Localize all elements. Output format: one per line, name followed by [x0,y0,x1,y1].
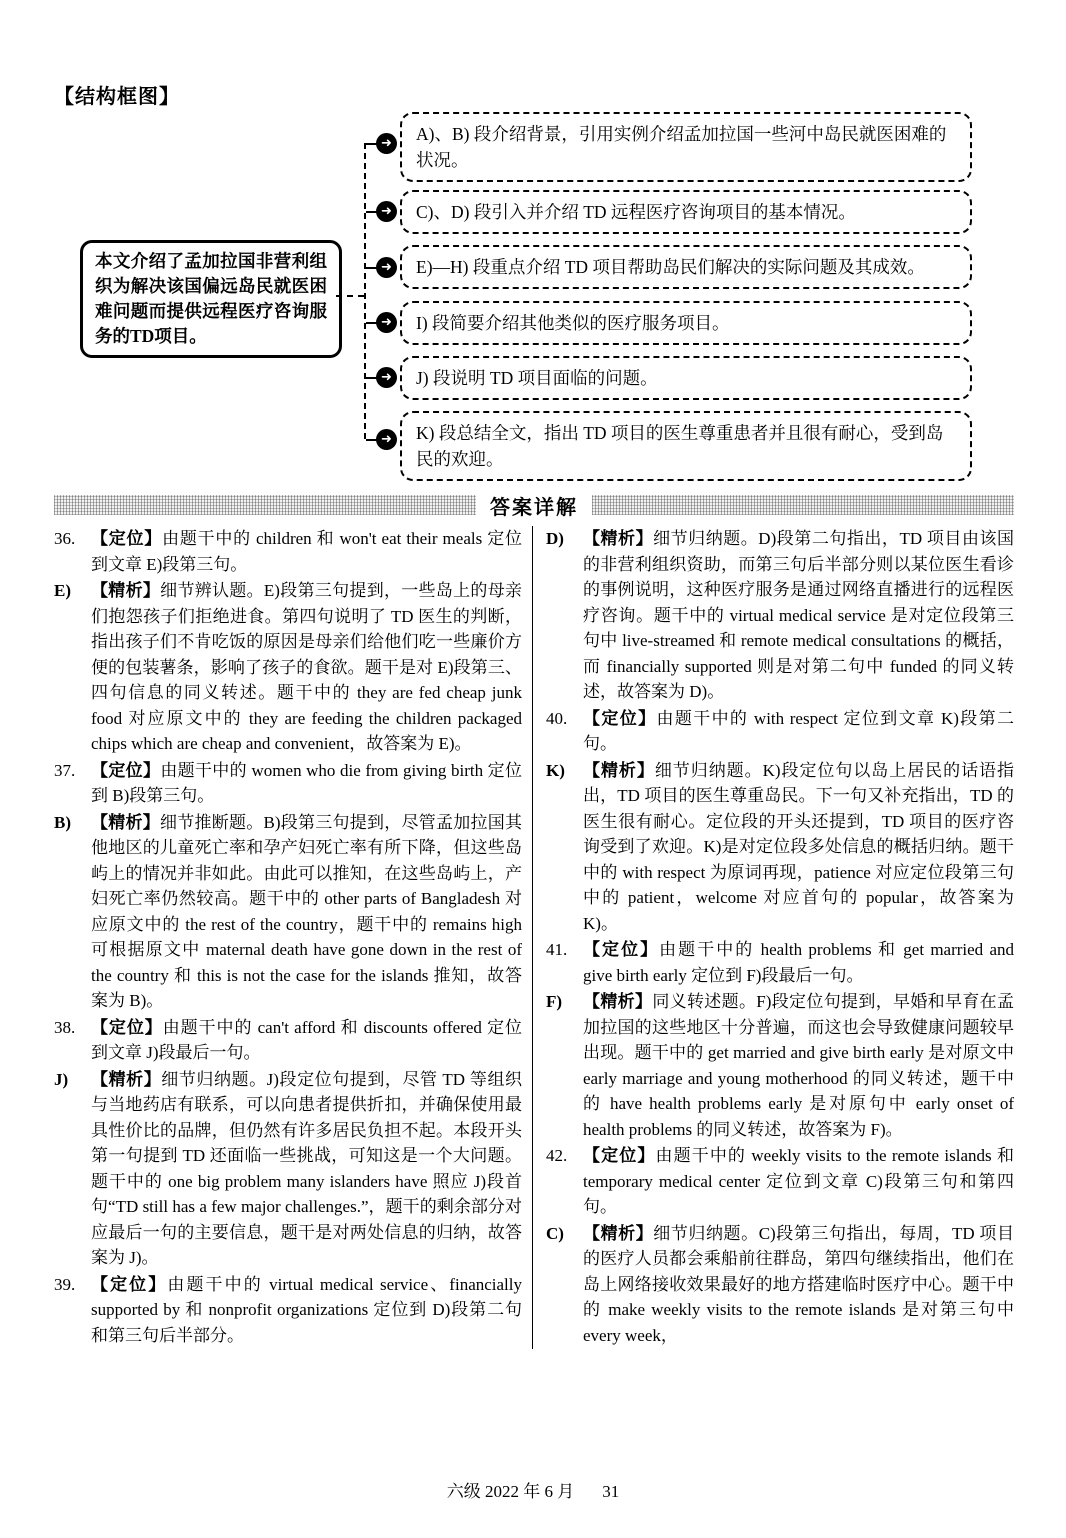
diagram-box-paragraph-k: K) 段总结全文，指出 TD 项目的医生尊重患者并且很有耐心，受到岛民的欢迎。 [400,411,972,481]
item-label: J) [54,1069,69,1089]
answers-header [54,492,1014,518]
answer-item-41-locate [546,937,1014,988]
item-text [91,1067,522,1271]
item-tag: 【精析】 [583,1223,654,1243]
item-text [91,1015,522,1066]
answer-item-37-locate [54,758,522,809]
connector-line [336,295,364,297]
answers-header-title: 答案详解 [490,496,578,519]
item-tag: 【精析】 [91,581,161,600]
item-body: 细节归纳题。D)段第二句指出，TD 项目由该国的非营利组织资助，而第三句后半部分则以某位医生看诊的事例说明，这种医疗服务是通过网络直播进行的远程医疗咨询。题干中的 virtual medical service 是对定位段第三句中 live-streamed 和 remote medical consultations 的概括，而 financially supported 则是对第二句中 funded 的同义转述，故答案为 D)。 [583,529,1015,701]
answer-item-42-locate [546,1143,1014,1220]
answer-columns [54,526,1014,1349]
item-body: 由题干中的 children 和 won't eat their meals 定位到文章 E)段第三句。 [91,529,523,574]
item-label: F) [546,992,563,1011]
structure-diagram-title: 【结构框图】 [54,86,180,108]
answers-section [54,492,1014,1349]
item-text [91,526,522,577]
footer-text: 六级 2022 年 6 月 [446,1482,575,1501]
answer-item-38-locate [54,1015,522,1066]
item-label: 40. [546,708,568,728]
answer-item-e-analysis [54,578,522,757]
answer-item-c-analysis [546,1221,1014,1349]
item-label: C) [546,1223,564,1243]
arrow-icon: ➜ [376,257,397,278]
item-text [91,758,522,809]
answer-item-b-analysis [54,810,522,1014]
item-text [583,937,1014,988]
header-pattern-left [54,495,476,515]
arrow-icon: ➜ [376,312,397,333]
item-body: 细节推断题。B)段第三句提到，尽管孟加拉国其他地区的儿童死亡率和孕产妇死亡率有所下降，但这些岛屿上的情况并非如此。由此可以推知，在这些岛屿上，产妇死亡率仍然较高。题干中的 other parts of Bangladesh 对应原文中的 the rest of the country，题干中的 remains high 可根据原文中 maternal death have gone down in the rest of the country 和 this is not the case for the islands 推知，故答案为 B)。 [91,812,522,1010]
structure-diagram [0,0,1066,492]
arrow-icon: ➜ [376,429,397,450]
item-body: 由题干中的 with respect 定位到文章 K)段第二句。 [583,708,1015,753]
answer-item-f-analysis [546,989,1014,1142]
item-body: 由题干中的 women who die from giving birth 定位到 B)段第三句。 [91,760,522,805]
item-body: 同义转述题。F)段定位句提到，早婚和早育在孟加拉国的这些地区十分普遍，而这也会导致健康问题较早出现。题干中的 get married and give birth early 是对原文中 early marriage and young motherhood 的同义转述，题干中的 have health problems early 是对原句中 early onset of health problems 的同义转述，故答案为 F)。 [583,992,1014,1139]
diagram-box-paragraphs-eh: E)—H) 段重点介绍 TD 项目帮助岛民们解决的实际问题及其成效。 [400,245,972,289]
diagram-box-paragraphs-cd: C)、D) 段引入并介绍 TD 远程医疗咨询项目的基本情况。 [400,190,972,234]
item-label: K) [546,760,565,780]
answer-column-right [532,526,1014,1349]
item-body: 由题干中的 virtual medical service、financially supported by 和 nonprofit organizations 定位到 D)段第二句和第三句后半部分。 [91,1274,522,1345]
item-label: 38. [54,1017,76,1037]
diagram-box-paragraph-i: I) 段简要介绍其他类似的医疗服务项目。 [400,301,972,345]
item-label: 36. [54,529,76,548]
arrow-icon: ➜ [376,133,397,154]
item-label: 42. [546,1146,568,1165]
item-label: 37. [54,760,76,780]
summary-box: 本文介绍了孟加拉国非营利组织为解决该国偏远岛民就医困难问题而提供远程医疗咨询服务的TD项目。 [80,240,342,358]
page-footer [0,1477,1066,1502]
item-text [583,1143,1014,1220]
item-label: E) [54,581,71,600]
item-tag: 【定位】 [91,760,161,780]
page-number: 31 [602,1482,620,1501]
item-text [583,989,1014,1142]
item-tag: 【精析】 [91,1069,162,1089]
item-tag: 【定位】 [583,1146,656,1165]
item-tag: 【定位】 [583,708,657,728]
item-label: B) [54,812,71,832]
item-body: 细节归纳题。C)段第三句指出，每周，TD 项目的医疗人员都会乘船前往群岛，第四句继续指出，他们在岛上网络接收效果最好的地方搭建临时医疗中心。题干中的 make weekly visits to the remote islands 是对第三句中 every week， [583,1223,1014,1345]
item-tag: 【精析】 [583,992,653,1011]
item-text [91,810,522,1014]
item-tag: 【精析】 [91,812,160,832]
item-text [583,1221,1014,1349]
item-body: 由题干中的 weekly visits to the remote islands 和 temporary medical center 定位到文章 C)段第三句和第四句。 [583,1146,1015,1216]
item-body: 细节归纳题。K)段定位句以岛上居民的话语指出，TD 项目的医生尊重岛民。下一句又补充指出，TD 的医生很有耐心。定位段的开头还提到，TD 项目的医疗咨询受到了欢迎。K)是对定位段多处信息的概括归纳。题干中的 with respect 为原词再现，patience 对应定位段第三句中的 patient，welcome 对应首句的 popular，故答案为 K)。 [583,760,1015,933]
item-tag: 【精析】 [583,760,655,780]
item-body: 细节辨认题。E)段第三句提到，一些岛上的母亲们抱怨孩子们拒绝进食。第四句说明了 TD 医生的判断，指出孩子们不肯吃饭的原因是母亲们给他们吃一些廉价方便的包装薯条，影响了孩子的食欲。题干是对 E)段第三、四句信息的同义转述。题干中的 they are fed cheap junk food 对应原文中的 they are feeding the children packaged chips which are cheap and convenient，故答案为 E)。 [91,581,523,753]
item-tag: 【精析】 [583,529,654,548]
answer-item-40-locate [546,706,1014,757]
item-tag: 【定位】 [91,1274,168,1294]
item-label: 39. [54,1274,76,1294]
answer-item-k-analysis [546,758,1014,937]
diagram-box-paragraphs-ab: A)、B) 段介绍背景，引用实例介绍孟加拉国一些河中岛民就医困难的状况。 [400,112,972,182]
item-tag: 【定位】 [583,940,660,959]
answer-item-d-analysis [546,526,1014,705]
arrow-icon: ➜ [376,201,397,222]
answer-column-left [54,526,532,1349]
item-text [583,526,1014,705]
item-text [583,706,1014,757]
item-text [91,1272,522,1349]
answer-item-36-locate [54,526,522,577]
item-text [91,578,522,757]
diagram-box-paragraph-j: J) 段说明 TD 项目面临的问题。 [400,356,972,400]
item-label: D) [546,529,564,548]
item-body: 由题干中的 can't afford 和 discounts offered 定位到文章 J)段最后一句。 [91,1017,523,1062]
arrow-icon: ➜ [376,367,397,388]
header-pattern-right [592,495,1014,515]
item-label: 41. [546,940,568,959]
item-body: 细节归纳题。J)段定位句提到，尽管 TD 等组织与当地药店有联系，可以向患者提供折扣，并确保使用最具性价比的品牌，但仍然有许多居民负担不起。本段开头第一句提到 TD 还面临一些挑战，可知这是一个大问题。题干中的 one big problem many islanders have 照应 J)段首句“TD still has a few major challenges.”，题干的剩余部分对应最后一句的主要信息，题干是对两处信息的归纳，故答案为 J)。 [91,1069,523,1267]
answer-item-j-analysis [54,1067,522,1271]
item-tag: 【定位】 [91,529,163,548]
item-body: 由题干中的 health problems 和 get married and give birth early 定位到 F)段最后一句。 [583,940,1015,985]
answer-item-39-locate [54,1272,522,1349]
item-tag: 【定位】 [91,1017,163,1037]
connector-line [364,143,366,439]
item-text [583,758,1014,937]
